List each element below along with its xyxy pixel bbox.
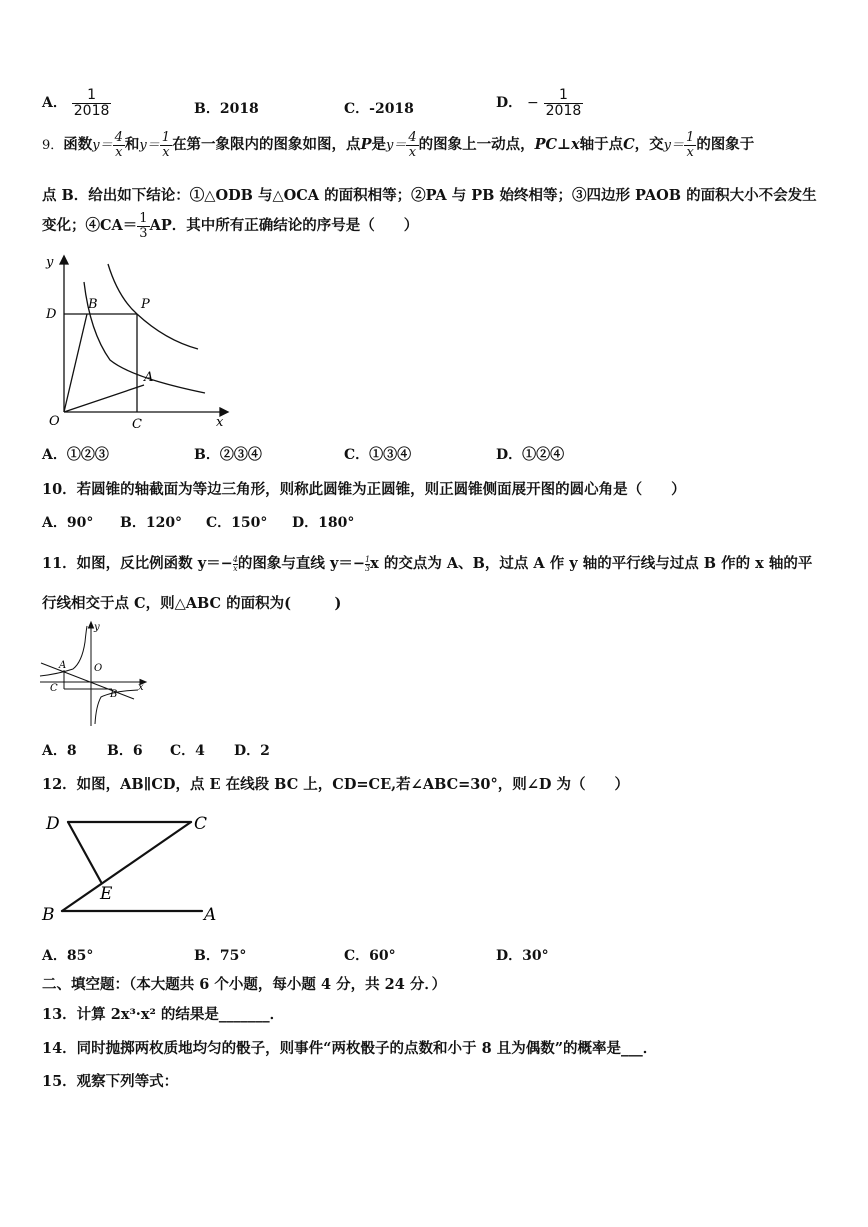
q10-option-a: A．90° [42, 515, 94, 531]
q11-label-a: A [59, 660, 67, 671]
q11-option-b: B．6 [107, 743, 143, 759]
q11-line-2: 行线相交于点 C，则△ABC 的面积为( ) [42, 595, 342, 612]
q9-line-3: 变化；④CA＝ $\frac{1}{3}$ AP．其中所有正确结论的序号是（ ） [42, 211, 419, 241]
q12-segment-cb [62, 822, 191, 911]
q14-text: 14．同时抛掷两枚质地均匀的骰子，则事件“两枚骰子的点数和小于 8 且为偶数”的概率是___． [42, 1040, 658, 1057]
q11-y-arrow-icon [89, 622, 94, 628]
q9-option-b: B．②③④ [194, 447, 262, 463]
q11-label-b: B [110, 689, 118, 700]
q13-text: 13．计算 2x³·x² 的结果是_______． [42, 1006, 285, 1023]
q8-option-d: D． − $\frac{1}{2018}$ [496, 87, 582, 119]
q9-label-o: O [49, 414, 60, 429]
q11-label-c: C [50, 683, 58, 694]
q9-label-y: y [46, 255, 54, 270]
q8-option-a: A． $\frac{1}{2018}$ [42, 87, 110, 119]
q9-segment-ob [64, 314, 87, 412]
q8-option-b: B．2018 [194, 101, 259, 117]
q11-option-a: A．8 [42, 743, 77, 759]
q10-text: 10．若圆锥的轴截面为等边三角形，则称此圆锥为正圆锥，则正圆锥侧面展开图的圆心角是（ ） [42, 481, 686, 498]
q11-label-x: x [138, 682, 144, 693]
q12-label-c: C [194, 814, 208, 834]
q10-option-d: D．180° [292, 515, 355, 531]
q9-y-arrow-icon [60, 256, 68, 264]
q12-option-c: C．60° [344, 948, 396, 964]
q12-option-b: B．75° [194, 948, 247, 964]
q12-segment-de [68, 822, 101, 882]
q9-figure [40, 252, 230, 434]
q9-option-c: C．①③④ [344, 447, 412, 463]
q15-text: 15．观察下列等式： [42, 1073, 179, 1090]
q12-option-a: A．85° [42, 948, 94, 964]
q8-option-a-fraction: $\frac{1}{2018}$ [73, 87, 110, 119]
q9-line-1: 9．函数y＝ $\frac{4}{x}$ 和y＝ $\frac{1}{x}$ 在第一象限内的图象如图，点P是y＝ $\frac{4}{x}$ 的图象上一动点，PC⊥x轴于点C，交y＝ $\frac{1}{x}$ 的图象于 [42, 130, 755, 160]
q9-curve-4-over-x [108, 264, 198, 349]
q12-option-d: D．30° [496, 948, 549, 964]
q9-option-d: D．①②④ [496, 447, 565, 463]
q10-option-c: C．150° [206, 515, 268, 531]
section-heading: 二、填空题：（本大题共 6 个小题，每小题 4 分，共 24 分．） [42, 976, 447, 993]
q11-figure [38, 618, 150, 728]
q12-label-b: B [42, 905, 55, 925]
q9-label-c: C [132, 417, 142, 432]
q11-option-d: D．2 [234, 743, 270, 759]
q9-label-d: D [46, 307, 57, 322]
q12-label-a: A [204, 905, 217, 925]
q11-line-1: 11．如图，反比例函数 y＝− $\frac{4}{x}$的图象与直线 y＝− $\frac{1}{3}x$ 的交点为 A、B，过点 A 作 y 轴的平行线与过点 B 作的 x 轴的平 [42, 554, 813, 573]
q12-label-e: E [100, 884, 113, 904]
q9-label-b: B [88, 297, 98, 312]
q9-label-a: A [144, 370, 154, 385]
q12-label-d: D [46, 814, 60, 834]
q12-text: 12．如图，AB∥CD，点 E 在线段 BC 上，CD=CE,若∠ABC=30°，则∠D 为（ ） [42, 776, 630, 793]
q9-segment-oa [64, 385, 144, 412]
q8-option-d-fraction: $\frac{1}{2018}$ [545, 87, 582, 119]
q9-option-a: A．①②③ [42, 447, 109, 463]
q11-option-c: C．4 [170, 743, 205, 759]
q9-line-2: 点 B．给出如下结论：①△ODB 与△OCA 的面积相等；②PA 与 PB 始终相等；③四边形 PAOB 的面积大小不会发生 [42, 187, 817, 204]
q8-option-c: C．-2018 [344, 101, 414, 117]
q11-label-o: O [94, 663, 103, 674]
q11-label-y: y [94, 622, 100, 633]
q12-figure [38, 808, 223, 926]
q10-option-b: B．120° [120, 515, 183, 531]
q9-label-x: x [216, 415, 224, 430]
q9-label-p: P [141, 297, 150, 312]
